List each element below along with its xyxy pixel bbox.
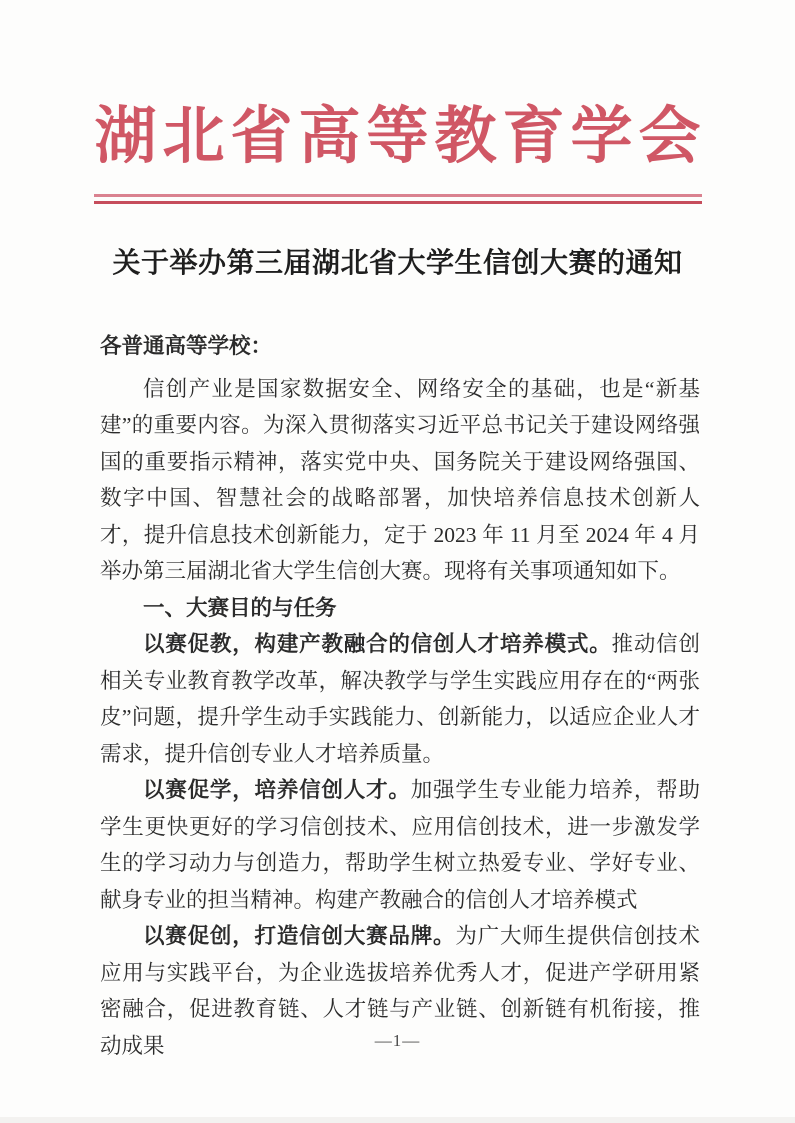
goal-learning-lead: 以赛促学，培养信创人才。 bbox=[143, 778, 411, 802]
goal-paragraph-learning bbox=[100, 772, 700, 918]
document-body bbox=[100, 328, 700, 1064]
letterhead bbox=[0, 102, 795, 204]
salutation: 各普通高等学校： bbox=[100, 334, 273, 358]
letterhead-divider bbox=[94, 194, 702, 204]
goal-teaching-lead: 以赛促教，构建产教融合的信创人才培养模式。 bbox=[143, 632, 612, 656]
intro-paragraph-text: 信创产业是国家数据安全、网络安全的基础，也是“新基建”的重要内容。为深入贯彻落实习近平总书记关于建设网络强国的重要指示精神，落实党中央、国务院关于建设网络强国、数字中国、智慧社会的战略部署，加快培养信息技术创新人才，提升信息技术创新能力，定于 2023 年 11 月至 2024 年 4 月举办第三届湖北省大学生信创大赛。现将有关事项通知如下。 bbox=[100, 376, 700, 583]
goal-innovation-rest: 为广大师生提供信创技术应用与实践平台，为企业选拔培养优秀人才，促进产学研用紧密融合，促进教育链、人才链与产业链、创新链有机衔接，推动成果 bbox=[100, 924, 700, 1058]
divider-line-top bbox=[94, 194, 702, 197]
section-1-heading bbox=[100, 590, 700, 627]
divider-line-bottom bbox=[94, 201, 702, 204]
scan-edge-shadow bbox=[0, 1117, 795, 1123]
document-title: 关于举办第三届湖北省大学生信创大赛的通知 bbox=[112, 248, 683, 279]
goal-learning-rest: 加强学生专业能力培养，帮助学生更快更好的学习信创技术、应用信创技术，进一步激发学生的学习动力与创造力，帮助学生树立热爱专业、学好专业、献身专业的担当精神。构建产教融合的信创人才培养模式 bbox=[100, 778, 700, 912]
section-1-heading-text: 一、大赛目的与任务 bbox=[143, 595, 337, 620]
intro-paragraph bbox=[100, 371, 700, 590]
goal-paragraph-teaching bbox=[100, 626, 700, 772]
organization-name: 湖北省高等教育学会 bbox=[94, 103, 707, 171]
page-number: —1— bbox=[374, 1031, 421, 1050]
goal-teaching-rest: 推动信创相关专业教育教学改革，解决教学与学生实践应用存在的“两张皮”问题，提升学生动手实践能力、创新能力，以适应企业人才需求，提升信创专业人才培养质量。 bbox=[100, 632, 700, 766]
goal-innovation-lead: 以赛促创，打造信创大赛品牌。 bbox=[143, 924, 456, 948]
